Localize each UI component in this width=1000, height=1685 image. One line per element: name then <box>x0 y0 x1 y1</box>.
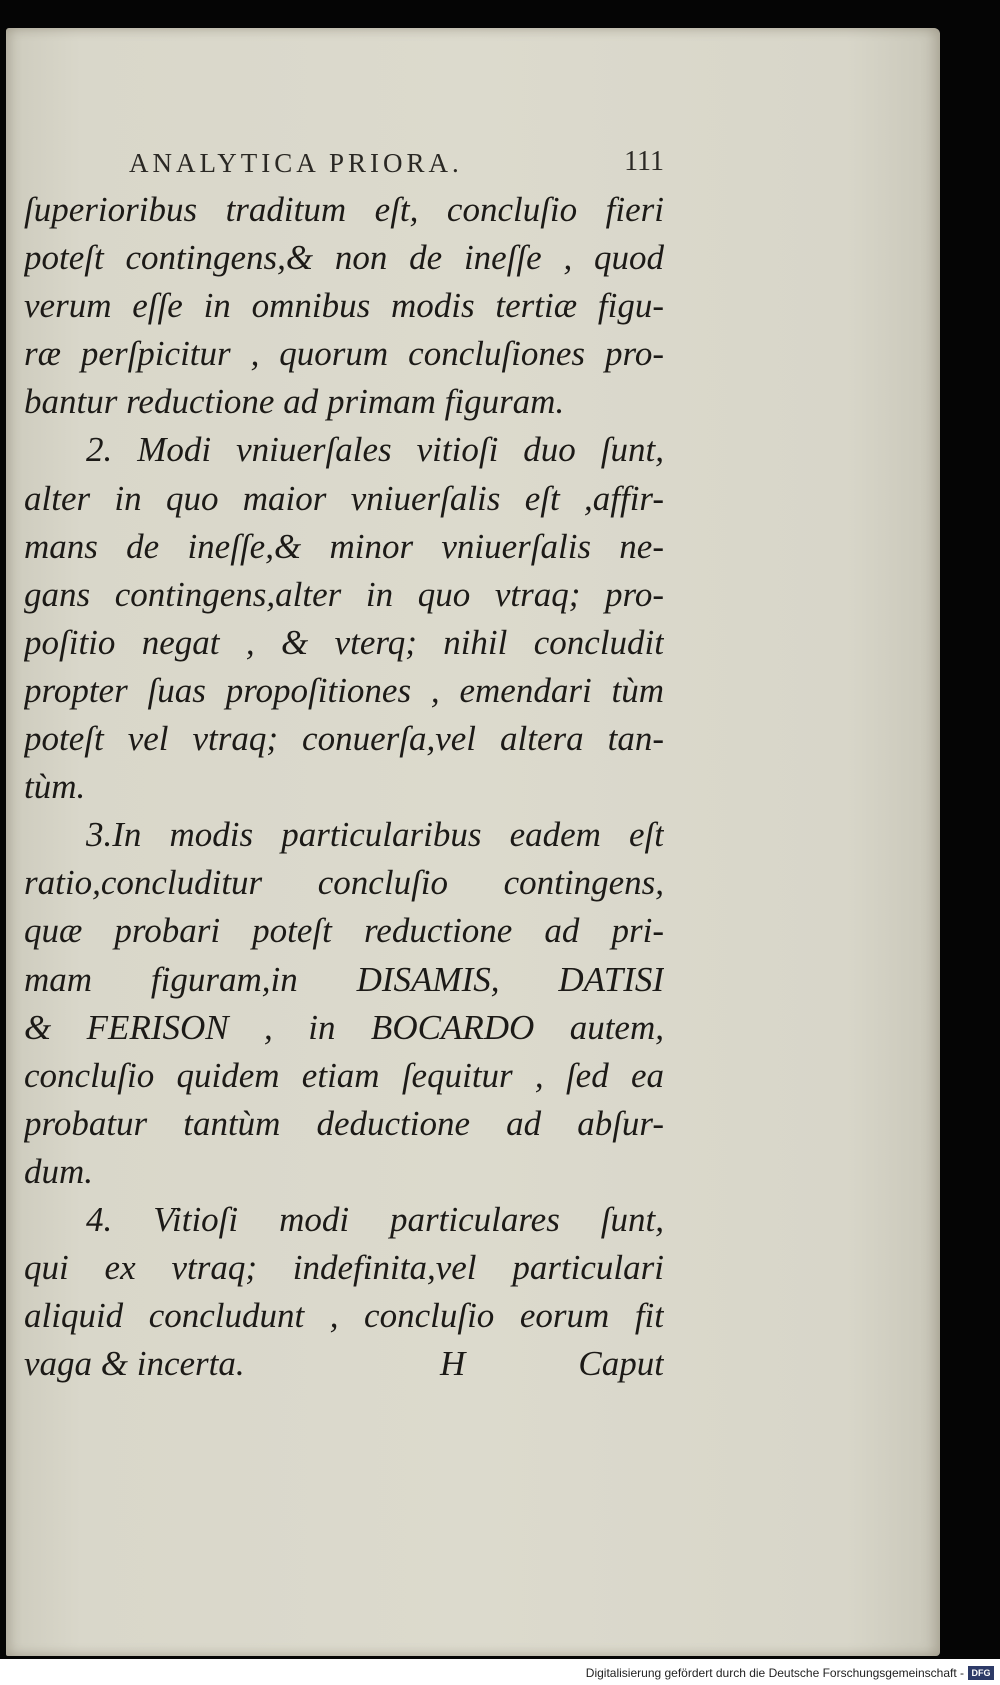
text-line: 4. Vitioſi modi particulares ſunt, <box>86 1199 664 1239</box>
text-line: qui ex vtraq; indefinita,vel particulari <box>24 1248 664 1288</box>
text-line: mans de ineſſe,& minor vniuerſalis ne- <box>24 526 664 566</box>
text-line: dum. <box>24 1151 94 1191</box>
text-line: & FERISON , in BOCARDO autem, <box>24 1007 664 1047</box>
book-page <box>6 28 940 1656</box>
text-line: concluſio quidem etiam ſequitur , ſed ea <box>24 1055 664 1095</box>
folio-number: 111 <box>624 146 664 177</box>
text-line: tùm. <box>24 767 86 807</box>
text-line: ræ perſpicitur , quorum concluſiones pro- <box>24 334 664 374</box>
text-line: ratio,concluditur concluſio contingens, <box>24 863 664 903</box>
text-line: aliquid concludunt , concluſio eorum fit <box>24 1296 664 1336</box>
catchword: Caput <box>578 1344 664 1384</box>
text-block <box>24 140 664 1388</box>
footer-credit: Digitalisierung gefördert durch die Deutsche Forschungsgemeinschaft - <box>585 1666 964 1680</box>
page-header <box>24 140 664 186</box>
footer-bar <box>0 1659 1000 1685</box>
text-line: alter in quo maior vniuerſalis eſt ,affir- <box>24 478 664 518</box>
text-line: gans contingens,alter in quo vtraq; pro- <box>24 574 664 614</box>
text-line: poteſt contingens,& non de ineſſe , quod <box>24 238 664 278</box>
text-line: poteſt vel vtraq; conuerſa,vel altera tan- <box>24 719 664 759</box>
text-line: bantur reductione ad primam figuram. <box>24 382 565 422</box>
text-line: propter ſuas propoſitiones , emendari tùm <box>24 670 664 710</box>
final-line <box>24 1340 664 1388</box>
final-line-text: vaga & incerta. <box>24 1344 245 1384</box>
running-head: ANALYTICA PRIORA. <box>129 148 463 178</box>
text-line: probatur tantùm deductione ad abſur- <box>24 1103 664 1143</box>
text-line: poſitio negat , & vterq; nihil concludit <box>24 622 664 662</box>
text-line: quæ probari poteſt reductione ad pri- <box>24 911 664 951</box>
text-line: 2. Modi vniuerſales vitioſi duo ſunt, <box>86 430 664 470</box>
text-line: 3.In modis particularibus eadem eſt <box>86 815 664 855</box>
dfg-logo-icon: DFG <box>968 1666 994 1680</box>
text-line: ſuperioribus traditum eſt, concluſio fieri <box>24 190 664 229</box>
signature-mark: H <box>440 1344 466 1384</box>
text-line: verum eſſe in omnibus modis tertiæ figu- <box>24 286 664 326</box>
text-line: mam figuram,in DISAMIS, DATISI <box>24 959 664 999</box>
